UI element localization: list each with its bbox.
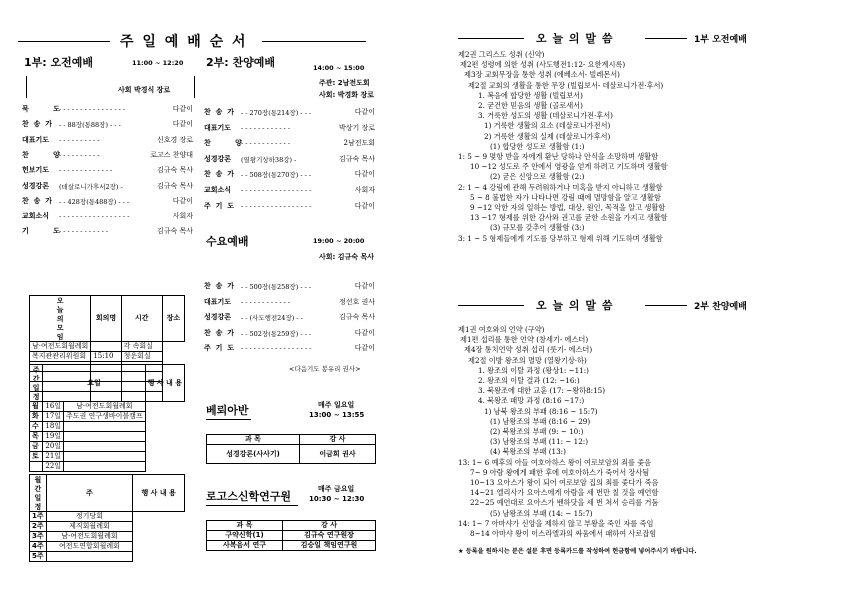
meeting-time (91, 342, 121, 352)
order-item-dots: - - - - - - - - - - - - - - - - - (59, 212, 130, 221)
order-item-value: 김규숙 목사 (156, 166, 193, 175)
outline-line: (1) 남왕조의 부패 (8:16 ~ 29) (490, 416, 591, 426)
s2-leader: 사회: 박경화 장로 (319, 91, 375, 99)
meeting-side-label: 오 늘 의 모 임 (30, 296, 91, 342)
order-item-value: 다같이 (172, 120, 193, 129)
weekly-event (64, 452, 146, 462)
weekly-event (64, 442, 146, 452)
s5-col-subject: 과 목 (207, 521, 283, 531)
outline-line: (2) 북왕조의 부패 (9: ~ 10:) (490, 427, 584, 437)
order-item-value: 다같이 (354, 108, 375, 116)
order-item-label: 교회소식 (204, 186, 232, 194)
s2-time: 14:00 ~ 15:00 (313, 64, 365, 72)
order-item-label: 기 도 (22, 227, 60, 236)
monthly-event: 제직회월례회 (46, 522, 133, 532)
weekly-event (64, 432, 146, 442)
outline-line: 2) 거룩한 생활의 실제 (데살로니가후서) (484, 131, 611, 141)
s2-host: 주관: 2남전도회 (319, 79, 370, 87)
order-item-value: 사회자 (354, 186, 375, 194)
order-item-label: 주 기 도 (204, 201, 235, 210)
table-row (30, 442, 185, 452)
meeting-name: 남·여전도회월례회 (30, 342, 91, 352)
table-row (30, 552, 185, 562)
weekly-date: 22일 (43, 462, 64, 472)
order-item-label: 찬 송 가 (204, 328, 235, 337)
table-row (30, 522, 185, 532)
order-item-dots: - - - - - - - - - - (59, 135, 100, 144)
outline-line: 7~ 9 아람 왕에게 패한 후에 여호아하스가 죽어서 장사됨 (470, 467, 650, 477)
meeting-place: 청운회실 (121, 352, 162, 362)
outline-line: 4. 북왕조 패망 과정 (8:16 ~17:) (478, 396, 585, 406)
order-item-dots: - - - - - - - - - - (59, 150, 100, 159)
meeting-name: 복지관관리위원회 (30, 352, 91, 362)
weekly-col-day: 요일 (43, 365, 145, 402)
monthly-week: 4주 (30, 542, 47, 552)
order-item-label: 교회소식 (22, 212, 50, 221)
order-item-label: 대표기도 (204, 297, 232, 306)
weekly-weekday (30, 462, 43, 472)
order-item-value: 다같이 (354, 344, 375, 353)
outline-line: (3) 남왕조의 부패 (11: ~ 12:) (490, 437, 589, 447)
s3-time: 19:00 ~ 20:00 (313, 237, 365, 245)
order-item-label: 찬 양 (22, 150, 60, 159)
order-item-dots: - - - - - - - - - - - - (241, 297, 291, 306)
weekly-date: 20일 (43, 442, 64, 452)
order-item-dots: - - - - - - - - - - - - - (59, 166, 113, 175)
order-item-value: 2남전도회 (343, 139, 375, 148)
meeting-place: 각 속회실 (121, 342, 162, 352)
order-item-value: 김규숙 목사 (156, 181, 193, 190)
order-item-label: 성경강론 (204, 154, 232, 163)
order-item-dots: - - 88장(통88장) - - - (59, 121, 121, 130)
s5-teacher-1: 김규숙 연구원장 (283, 531, 376, 541)
sermon1-title: 오 늘 의 말 씀 (536, 32, 614, 45)
table-row (30, 452, 185, 462)
order-item-label: 찬 송 가 (204, 108, 235, 116)
meeting-time: 15:10 (91, 352, 121, 362)
order-item-label: 찬 송 가 (204, 170, 235, 179)
order-title: 주 일 예 배 순 서 (120, 34, 248, 50)
weekly-weekday: 목 (30, 432, 43, 442)
sermon2-tag: 2부 찬양예배 (694, 302, 747, 312)
table-row (30, 402, 185, 412)
s4-when: 매주 일요일 (318, 401, 355, 409)
table-row (30, 422, 185, 432)
weekly-side-label: 주 간 일 정 (30, 365, 43, 402)
s4-subject: 성경강론(사사기) (207, 445, 300, 464)
monthly-event: 정기당회 (46, 512, 133, 522)
s5-col-teacher: 강 사 (283, 521, 376, 531)
s5-subject-1: 구약신학(1) (207, 531, 283, 541)
outline-line: 1) 거룩한 생활의 요소 (데살로니가전서) (484, 121, 611, 131)
weekly-weekday: 화 (30, 412, 43, 422)
table-row (30, 352, 185, 362)
outline-line: 13 ~17 형제를 위한 감사와 권고를 굳한 소원을 가지고 생활함 (470, 213, 668, 223)
order-item-dots: - - - - - - - - - - - - - - - - - (241, 201, 312, 210)
order-item-dots: - - - - - - - - - - - - - - - - (59, 105, 126, 113)
order-item-label: 성경강론 (204, 313, 232, 322)
weekly-date: 17일 (43, 412, 64, 422)
order-item-value: 다같이 (354, 282, 375, 290)
monthly-col-week: 주 (46, 475, 133, 512)
outline-line: 제1편 섭리를 통한 언약 (창세기- 에스더) (460, 335, 589, 345)
order-item-value: 다같이 (172, 196, 193, 205)
s5-when: 매주 금요일 (318, 485, 355, 493)
order-item-value: 김규숙 목사 (156, 227, 193, 236)
outline-line: 제3장 교회무장을 통한 성취 (에베소서- 빌레몬서) (464, 70, 620, 80)
s1-time: 11:00 ~ 12:20 (132, 59, 184, 67)
order-item-dots: - - - - - - - - - - - - - - - - - (241, 344, 312, 353)
weekly-event: 남·여전도회월례회 (64, 402, 146, 412)
meeting-col-place: 장소 (162, 296, 184, 342)
outline-line: 2. 굳건한 믿음의 생활 (골로새서) (478, 101, 583, 111)
outline-line: 제4장 통치언약 성취 섭리 (룻기- 에스더) (464, 345, 593, 355)
outline-line: 1. 왕조의 이탈 과정 (왕상1: ~11:) (478, 365, 589, 375)
outline-line: 3: 1 ~ 5 형제들에게 기도를 당부하고 형제 위해 기도하며 생활함 (458, 233, 663, 243)
s3-leader: 사회: 김규숙 목사 (319, 253, 375, 261)
s4-teacher: 이금희 권사 (299, 445, 375, 464)
order-item-value: 다같이 (354, 170, 375, 179)
outline-line: 5 ~ 8 불법한 자가 나타나면 강림 때에 멸망함을 알고 생활함 (470, 192, 661, 202)
s5-heading: 로고스신학연구원 (206, 490, 292, 503)
s2-heading: 2부: 찬양예배 (206, 56, 276, 69)
order-item-value: 다같이 (172, 105, 193, 113)
order-item-value: 정선호 권사 (338, 297, 375, 306)
order-item-dots: - - 270장(통214장) - - - (241, 109, 312, 117)
order-item-value: 사회자 (172, 212, 193, 221)
sermon2-title: 오 늘 의 말 씀 (536, 299, 614, 312)
order-item-label: 찬 송 가 (22, 120, 53, 129)
weekly-event: 주도권 연구생바이블캠프 (64, 412, 146, 422)
outline-line: (3) 규모를 갖추어 생활함 (3:) (490, 223, 585, 233)
order-item-dots: - - 502장(통259장) - - - (241, 329, 312, 338)
outline-line: (4) 북왕조의 부패 (13:) (490, 447, 566, 457)
order-item-dots: - - 508장(통270장) - - - (241, 171, 312, 180)
table-row (30, 532, 185, 542)
s5-teacher-2: 김승일 책임연구원 (283, 541, 376, 551)
order-item-label: 찬 양 (204, 139, 242, 148)
outline-line: 14~21 엘리사가 요아스에게 아람을 세 번만 칠 것을 예언함 (470, 488, 659, 498)
outline-line: 10 ~12 성도로 주 안에서 영광을 얻게 하려고 기도하며 생활함 (470, 162, 668, 172)
outline-line: (1) 합당한 성도로 생활함 (1:) (490, 141, 585, 151)
order-item-label: 찬 송 가 (204, 282, 235, 290)
outline-line: (5) 남왕조의 부패 (14: ~ 15:7) (490, 508, 593, 518)
order-item-label: 헌보기도 (22, 166, 50, 175)
order-item-dots: - - - - - - - - - - - - - - - - - (241, 186, 312, 194)
order-item-value: 다같이 (354, 201, 375, 210)
outline-line: 제2편 성령에 의한 성취 (사도행전1:12- 요한계시록) (460, 60, 626, 70)
outline-line: 1) 남북 왕조의 부패 (8:16 ~ 15:7) (484, 406, 598, 416)
order-item-label: 묵 도 (22, 105, 60, 113)
weekly-date: 16일 (43, 402, 64, 412)
s3-heading: 수요예배 (206, 235, 249, 248)
monthly-event (46, 552, 133, 562)
monthly-week: 3주 (30, 532, 47, 542)
order-item-dots: - - - - - - - - - - - - (59, 227, 109, 236)
outline-line: 10~13 요아스가 왕이 되어 여로보암 집의 죄를 좇다가 죽음 (470, 478, 659, 488)
weekly-weekday: 금 (30, 442, 43, 452)
weekly-col-event: 행 사 내 용 (145, 365, 184, 402)
order-item-dots: - - 500장(통258장) - - - (241, 283, 312, 291)
table-row (30, 432, 185, 442)
registration-footer: ★ 등록을 원하시는 분은 설문 후면 등록카드를 작성하여 헌금함에 넣어주시기 바랍니다. (458, 548, 697, 555)
outline-line: 제2절 이방 왕조의 멸망 (열왕기상·하) (468, 355, 587, 365)
weekly-table (29, 364, 185, 472)
table-row (30, 412, 185, 422)
outline-line: 제1권 여호와의 언약 (구약) (458, 325, 545, 334)
order-item-value: 김규숙 목사 (338, 154, 375, 163)
order-item-value: 신호경 장로 (156, 135, 193, 144)
s4-col-teacher: 강 사 (299, 435, 375, 445)
weekly-weekday: 수 (30, 422, 43, 432)
outline-line: 3. 거룩한 성도의 생활 (데살로니가전·후서) (478, 111, 613, 121)
outline-line: 13: 1~ 6 예후의 아들 여호아하스 왕이 여로보암의 죄를 좇음 (458, 457, 652, 467)
sermon1-tag: 1부 오전예배 (694, 35, 747, 45)
s4-col-subject: 과 목 (207, 435, 300, 445)
outline-line: 22~25 예언대로 요아스가 벤하닷을 세 번 쳐서 승리를 거둠 (470, 498, 659, 508)
weekly-date: 19일 (43, 432, 64, 442)
table-row (30, 462, 185, 472)
order-item-dots: - - 428장(통488장) - - - (59, 197, 130, 206)
monthly-week: 5주 (30, 552, 47, 562)
order-item-value: 로고스 찬양대 (150, 150, 193, 159)
outline-line: 8~14 아마샤 왕이 이스라엘과의 싸움에서 패하여 사로잡힘 (470, 529, 657, 539)
meeting-col-name: 회의명 (91, 296, 121, 342)
order-item-dots: (열왕기상하38강) - (241, 155, 297, 164)
order-item-dots: - - - - - - - - - - - - (241, 123, 291, 132)
order-item-label: 찬 송 가 (22, 196, 53, 205)
table-row (30, 512, 185, 522)
sermon1-outline (458, 50, 668, 244)
order-item-label: 대표기도 (204, 123, 232, 132)
monthly-side-label: 월 간 일 정 (30, 475, 47, 512)
s4-table (206, 434, 376, 464)
outline-line: 14: 1~ 7 아마샤가 신앙을 제하지 않고 부왕을 죽인 자를 죽임 (458, 518, 654, 528)
order-item-dots: - - - - - - - - - - - - (241, 139, 291, 148)
s5-table (206, 520, 376, 551)
outline-line: 제2절 교회의 생활을 통한 무장 (빌립보서- 데살로니가전·후서) (468, 80, 664, 90)
table-row (30, 542, 185, 552)
s5-subject-2: 사복음서 연구 (207, 541, 283, 551)
monthly-week: 2주 (30, 522, 47, 532)
monthly-week: 1주 (30, 512, 47, 522)
weekly-date: 18일 (43, 422, 64, 432)
outline-line: 1. 복음에 합당한 생활 (빌립보서) (478, 90, 583, 100)
outline-line: 2. 왕조의 이탈 결과 (12: ~16:) (478, 376, 580, 386)
order-item-label: 대표기도 (22, 135, 50, 144)
order-item-value: 다같이 (354, 328, 375, 337)
monthly-event: 남·여전도회월례회 (46, 532, 133, 542)
s4-heading: 베뢰아반 (206, 404, 249, 417)
order-item-label: 성경강론 (22, 181, 50, 190)
meeting-col-time: 시간 (121, 296, 162, 342)
order-item-dots: - - (사도행전24장) - - (241, 314, 303, 323)
s1-leader: 사회 박경식 장로 (118, 86, 171, 94)
outline-line: 9 ~12 악한 자의 일하는 방법, 대상, 원인, 목적을 알고 생활함 (470, 203, 666, 213)
order-item-label: 주 기 도 (204, 344, 235, 353)
order-item-dots: (데살로니가후서2장) - (59, 182, 123, 191)
outline-line: (2) 굳은 신앙으로 생활함 (2:) (490, 172, 585, 182)
weekly-weekday: 월 (30, 402, 43, 412)
outline-line: 2: 1 ~ 4 강림에 관해 두려워하거나 미혹을 받지 아니하고 생활함 (458, 182, 663, 192)
weekly-event (64, 462, 146, 472)
order-item-value: 김규숙 목사 (338, 313, 375, 322)
s1-heading: 1부: 오전예배 (24, 56, 94, 69)
monthly-table (29, 474, 185, 562)
table-row (30, 342, 185, 352)
monthly-event: 여전도연합회월례회 (46, 542, 133, 552)
outline-line: 1: 5 ~ 9 몇항 받을 자에게 환난 당하나 안식을 소망하며 생활함 (458, 152, 659, 162)
order-item-value: 박상기 장로 (338, 123, 375, 132)
s5-time: 10:30 ~ 12:30 (309, 495, 365, 503)
sermon2-outline (458, 325, 658, 539)
outline-line: 제2권 그리스도 성취 (신약) (458, 50, 545, 59)
outline-line: 3. 북왕조에 대한 교훈 (17: ~왕하8:15) (478, 386, 606, 396)
weekly-weekday: 토 (30, 452, 43, 462)
monthly-col-event: 행 사 내 용 (133, 475, 185, 512)
s3-next-prayer-note: <다음기도 봉유리 권사> (289, 365, 361, 373)
s4-time: 13:00 ~ 13:55 (309, 411, 365, 419)
weekly-event (64, 422, 146, 432)
weekly-date: 21일 (43, 452, 64, 462)
